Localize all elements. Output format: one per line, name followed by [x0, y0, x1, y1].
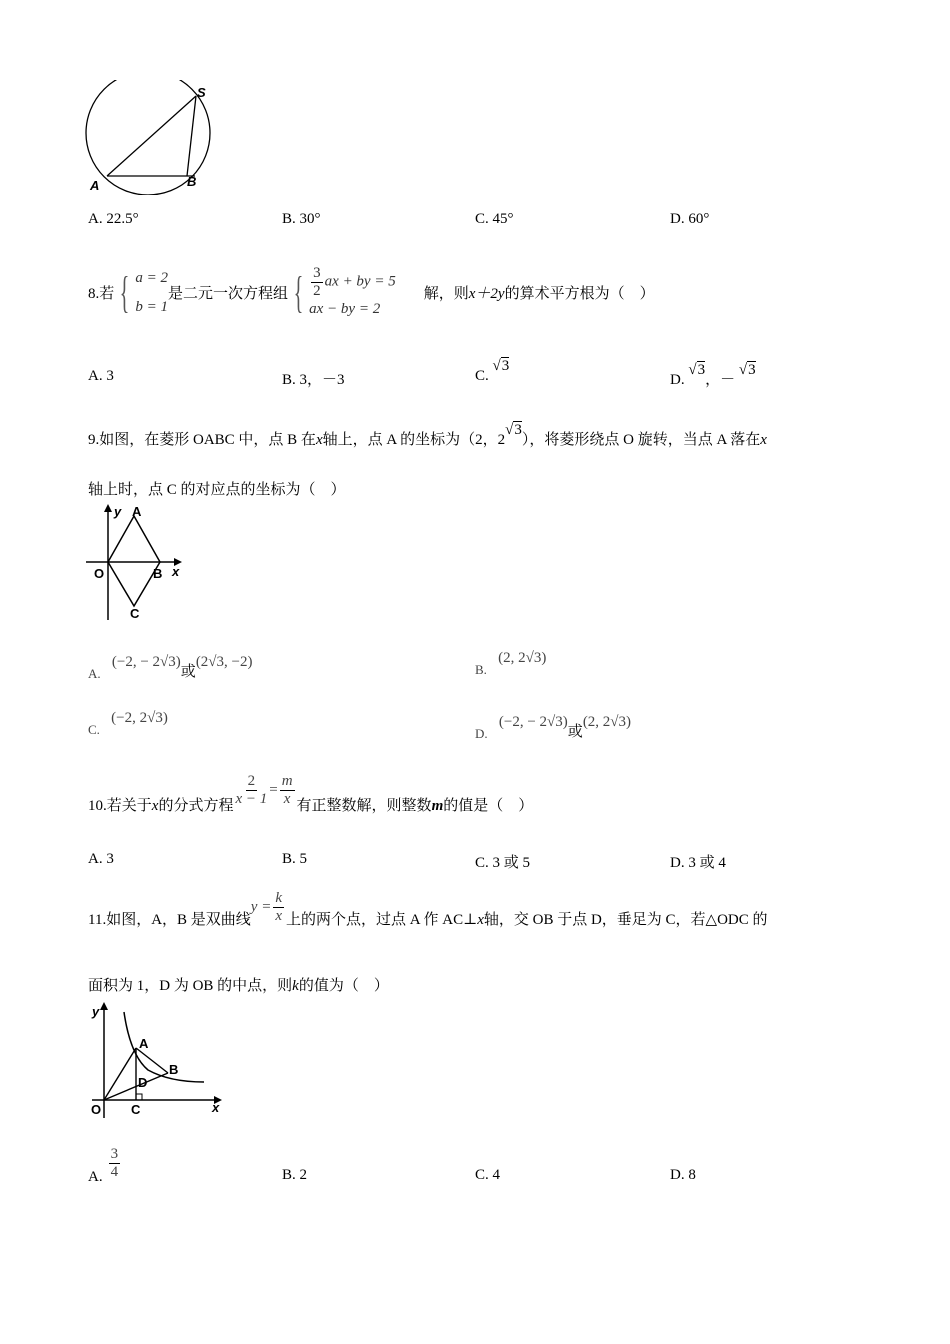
sqrt-icon: √	[738, 362, 748, 378]
q8-option-c[interactable]	[475, 358, 510, 384]
text: 的值为（ ）	[298, 978, 389, 994]
value: (−2, − 2√3)	[111, 654, 181, 670]
q8-sys1-eq2: b = 1	[135, 298, 169, 315]
q11-line2	[88, 974, 389, 995]
text: 的分式方程	[158, 798, 234, 814]
q8-sys1-eq1: a = 2	[135, 270, 169, 286]
label: C.	[88, 722, 100, 737]
value: (−2, − 2√3)	[498, 714, 568, 730]
label-D: D	[138, 1075, 148, 1090]
sqrt-value: 3	[514, 422, 522, 438]
frac-den: x	[275, 907, 282, 924]
var-x: x	[760, 432, 767, 448]
value: (2, 2√3)	[582, 714, 632, 730]
q9-option-a[interactable]	[88, 650, 253, 681]
minus: －	[720, 372, 736, 388]
label: A.	[88, 666, 101, 681]
hyperbola-figure	[86, 1000, 228, 1120]
label-C: C	[131, 1102, 141, 1117]
label-x: x	[172, 564, 180, 579]
q11-option-c[interactable]: C. 4	[475, 1167, 501, 1183]
value: (2, 2√3)	[498, 650, 547, 666]
q10-option-d[interactable]: D. 3 或 4	[670, 855, 726, 871]
q9-option-b[interactable]	[475, 650, 547, 677]
frac-num: 3	[313, 265, 321, 281]
q8-prefix: 8.若	[88, 286, 115, 302]
q8-question	[88, 250, 655, 335]
q10-option-b[interactable]: B. 5	[282, 851, 308, 867]
label-A: A	[132, 504, 142, 519]
q9-option-c[interactable]	[88, 710, 168, 737]
q7-option-c[interactable]: C. 45°	[475, 211, 514, 227]
text: 10.若关于	[88, 798, 152, 814]
label-S: S	[197, 85, 206, 100]
text: 轴上，点 A 的坐标为（2，2	[322, 432, 506, 448]
q8-suffix-a: 解，则	[423, 286, 469, 302]
value: 3	[697, 362, 706, 378]
q11-line1	[88, 885, 768, 929]
q8-sys2-eq1: ax + by = 5	[324, 273, 396, 290]
value: 3	[501, 358, 510, 374]
q10-question	[88, 765, 533, 815]
label: A.	[88, 1169, 103, 1185]
label: B.	[475, 662, 487, 677]
q8-sys2-eq2: ax − by = 2	[309, 301, 381, 317]
label: D.	[670, 372, 685, 388]
q8-suffix-b: 的算术平方根为（ ）	[504, 286, 655, 302]
equals: =	[269, 781, 278, 798]
q11-option-b[interactable]: B. 2	[282, 1167, 308, 1183]
q11-option-d[interactable]: D. 8	[670, 1167, 696, 1183]
var-m: m	[431, 798, 444, 814]
text: 面积为 1，D 为 OB 的中点，则	[88, 978, 293, 994]
var-y: y =	[250, 898, 272, 915]
or: 或	[567, 724, 583, 740]
label-B: B	[169, 1062, 179, 1077]
q7-option-b[interactable]: B. 30°	[282, 211, 321, 227]
frac-den: 4	[110, 1163, 119, 1180]
q10-option-a[interactable]: A. 3	[88, 851, 114, 867]
q9-line2: 轴上时，点 C 的对应点的坐标为（ ）	[88, 482, 346, 498]
label: C.	[475, 368, 489, 384]
var-x: x	[477, 912, 484, 928]
text: 9.如图，在菱形 OABC 中，点 B 在	[88, 432, 316, 448]
text: 上的两个点，过点 A 作 AC⊥	[286, 912, 478, 928]
label-x: x	[212, 1100, 220, 1115]
text: 的值是（ ）	[443, 798, 534, 814]
text: ），将菱形绕点 O 旋转，当点 A 落在	[521, 432, 761, 448]
or: 或	[180, 664, 196, 680]
frac-num: k	[275, 890, 282, 906]
label-y: y	[92, 1004, 100, 1019]
brace-icon: {	[293, 267, 304, 317]
label-C: C	[130, 606, 140, 621]
brace-icon: {	[120, 267, 130, 317]
q11-option-a[interactable]	[88, 1140, 122, 1186]
q9-option-d[interactable]	[475, 710, 632, 741]
sqrt-icon: √	[688, 362, 697, 378]
frac-num: m	[281, 773, 293, 789]
frac-num: 3	[110, 1146, 119, 1162]
label-B: B	[187, 174, 197, 189]
q8-option-a[interactable]: A. 3	[88, 368, 114, 384]
q7-option-a[interactable]: A. 22.5°	[88, 211, 139, 227]
q7-option-d[interactable]: D. 60°	[670, 211, 710, 227]
text: 11.如图，A，B 是双曲线	[88, 912, 251, 928]
frac-den: 2	[313, 282, 321, 299]
var-k: k	[292, 978, 299, 994]
value: (−2, 2√3)	[111, 710, 168, 726]
label-O: O	[91, 1102, 102, 1117]
frac-num: 2	[247, 773, 256, 789]
rhombus-figure	[82, 502, 192, 622]
text: 有正整数解，则整数	[296, 798, 432, 814]
var-x: x	[315, 432, 323, 448]
frac-den: x	[283, 790, 291, 807]
sqrt-icon: √	[492, 358, 501, 374]
q8-expr: x＋2y	[468, 286, 505, 302]
q10-option-c[interactable]: C. 3 或 5	[475, 855, 531, 871]
label: D.	[475, 726, 488, 741]
circle-figure	[80, 80, 220, 195]
label-A: A	[139, 1036, 149, 1051]
value: (2√3, −2)	[195, 654, 253, 670]
comma: ，	[705, 372, 721, 388]
label-B: B	[153, 566, 163, 581]
label-O: O	[94, 566, 105, 581]
q8-option-b[interactable]: B. 3，－3	[282, 372, 345, 388]
frac-den: x − 1	[235, 790, 268, 807]
q8-mid: 是二元一次方程组	[168, 286, 289, 302]
q9-line1: 9.如图，在菱形 OABC 中，点 B 在x轴上，点 A 的坐标为（2，2√3），将菱形绕点 O 旋转，当点 A 落在x	[88, 422, 767, 448]
label-A: A	[90, 178, 100, 193]
label-y: y	[114, 504, 122, 519]
value: 3	[748, 362, 756, 378]
var-x: x	[151, 798, 159, 814]
q8-option-d[interactable]	[670, 358, 756, 388]
text: 轴，交 OB 于点 D，垂足为 C，若△ODC 的	[483, 912, 768, 928]
